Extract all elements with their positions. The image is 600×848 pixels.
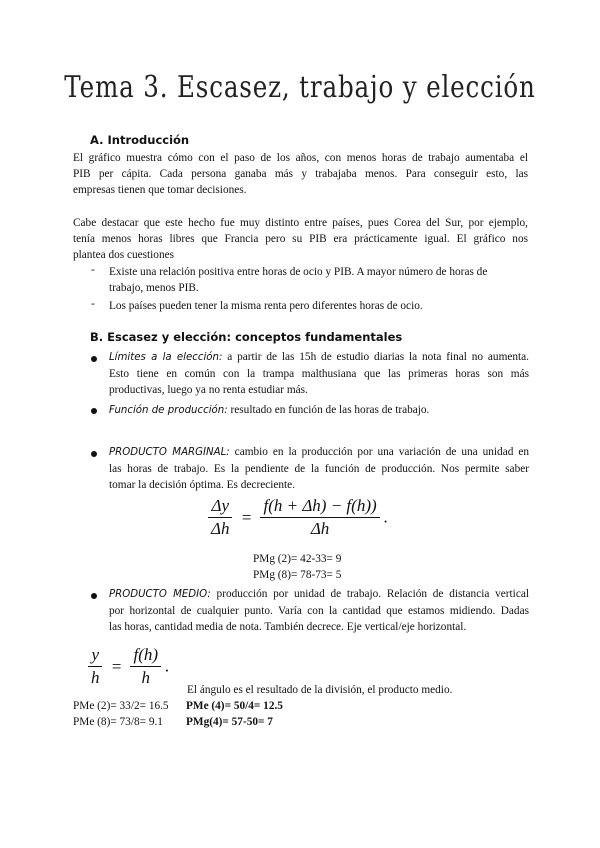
marginal-item	[109, 444, 529, 494]
text-line: por horizontal de cualquier punto. Varía con la cantidad que estamos midiendo. Dadas	[109, 605, 529, 618]
limites-item	[109, 349, 529, 399]
text-line: PMg (2)= 42-33= 9	[253, 553, 342, 565]
text-span: a partir de las 15h de estudio diarias la nota final no aumenta.	[222, 351, 529, 363]
angle-note: El ángulo es el resultado de la división, el producto medio.	[187, 684, 453, 696]
term-label: Límites a la elección:	[109, 352, 223, 363]
text-line: Cabe destacar que este hecho fue muy distinto entre países, pues Corea del Sur, por ejemplo,	[73, 217, 528, 229]
text-line: productivas, luego ya no renta estudiar más.	[109, 384, 308, 397]
numerator: y	[88, 645, 102, 667]
pmg-4: PMg(4)= 57-50= 7	[186, 716, 273, 728]
text-line: empresas tienen que tomar decisiones.	[73, 184, 247, 197]
text-line	[109, 402, 529, 419]
text-span: producción por unidad de trabajo. Relación de distancia vertical	[210, 588, 529, 600]
section-a-heading: A. Introducción	[90, 133, 190, 147]
page-title: Tema 3. Escasez, trabajo y elección	[64, 70, 536, 105]
text-line: las horas de trabajo. Es la pendiente de la función de producción. Nos permite saber	[109, 463, 529, 476]
dash-marker: -	[91, 298, 95, 310]
text-line: Existe una relación positiva entre horas de ocio y PIB. A mayor número de horas de	[109, 266, 488, 278]
term-label: PRODUCTO MARGINAL:	[109, 447, 230, 458]
dash-marker: -	[91, 264, 95, 276]
numerator: Δy	[208, 496, 232, 518]
text-line: El gráfico muestra cómo con el paso de los años, con menos horas de trabajo aumentaba el	[73, 152, 528, 164]
bullet-icon	[91, 593, 97, 599]
list-item	[109, 298, 529, 314]
equals-sign: =	[240, 507, 253, 527]
numerator: f(h)	[130, 645, 161, 667]
term-label: PRODUCTO MEDIO:	[109, 589, 211, 600]
pme-4: PMe (4)= 50/4= 12.5	[186, 700, 283, 712]
medio-formula	[88, 645, 170, 688]
intro-paragraph-1	[73, 150, 528, 199]
equals-sign: =	[110, 656, 123, 676]
text-line: plantea dos cuestiones	[73, 249, 175, 262]
section-b-heading: B. Escasez y elección: conceptos fundamentales	[90, 330, 403, 344]
pme-2: PMe (2)= 33/2= 16.5	[73, 700, 169, 712]
text-line	[109, 349, 529, 366]
fraction	[130, 645, 161, 688]
text-line	[109, 444, 529, 461]
text-line: trabajo, menos PIB.	[109, 282, 199, 295]
fraction	[260, 496, 379, 539]
term-label: Función de producción:	[109, 405, 228, 416]
text-line: PMg (8)= 78-73= 5	[253, 569, 342, 582]
denominator: Δh	[211, 519, 230, 538]
denominator: Δh	[310, 519, 330, 538]
text-span: cambio en la producción por una variación de una unidad en	[229, 446, 529, 458]
text-line: Esto tiene en común con la trampa malthusiana que las primeras horas son más	[109, 368, 529, 381]
text-line: Los países pueden tener la misma renta pero diferentes horas de ocio.	[109, 300, 423, 312]
text-line: PIB per cápita. Cada persona ganaba más y trabajaba menos. Para conseguir esto, las	[73, 168, 528, 181]
formula-period: .	[165, 656, 170, 676]
bullet-icon	[91, 408, 97, 414]
marginal-examples	[253, 551, 453, 583]
text-span: resultado en función de las horas de trabajo.	[227, 404, 430, 416]
text-line	[109, 586, 529, 603]
bullet-icon	[91, 451, 97, 457]
fraction	[208, 496, 232, 539]
intro-paragraph-2	[73, 215, 528, 264]
numerator: f(h + Δh) − f(h))	[260, 496, 379, 518]
marginal-formula	[208, 496, 388, 539]
medio-item	[109, 586, 529, 636]
pme-8: PMe (8)= 73/8= 9.1	[73, 716, 163, 728]
fraction	[88, 645, 103, 688]
text-line: tomar la decisión óptima. Es decreciente.	[109, 479, 296, 492]
denominator: h	[91, 668, 100, 687]
formula-period: .	[383, 507, 389, 527]
text-line: las horas, cantidad media de nota. También decrece. Eje vertical/eje horizontal.	[109, 621, 467, 634]
denominator: h	[141, 668, 150, 687]
bullet-icon	[91, 356, 97, 362]
text-line: tenía menos horas libres que Francia pero su PIB era prácticamente igual. El gráfico nos	[73, 233, 528, 246]
funcion-item	[109, 402, 529, 419]
list-item	[109, 264, 529, 296]
